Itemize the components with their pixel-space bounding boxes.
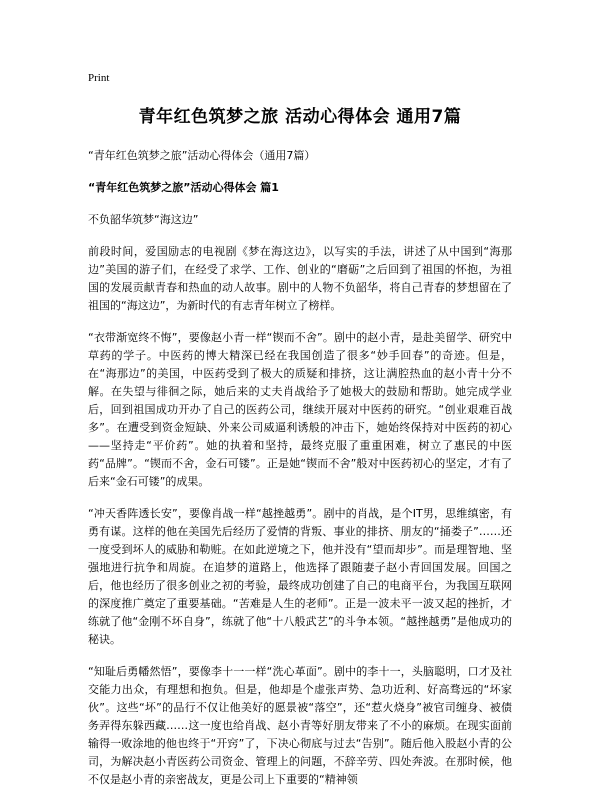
page-title: 青年红色筑梦之旅 活动心得体会 通用7篇 xyxy=(138,107,462,127)
paragraph-3: “冲天香阵透长安”，要像肖战一样“越挫越勇”。剧中的肖战，是个IT男，思维缜密，有勇有谋。这样的他在美国先后经历了爱情的背叛、事业的排挤、朋友的“捅娄子”……还一度受到坏人的威胁和勒赃。在如此逆境之下，他并没有“望而却步”。而是理智地、坚强地进行抗争和周旋。在追梦的道路上，他选择了跟随妻子赵小青回国发展。回国之后，他也经历了很多创业之初的考验，最终成功创建了自己的电商平台，为我国互联网的深度推广奠定了重要基础。“苦难是人生的老师”。正是一波未平一波又起的挫折，才练就了他“金刚不坏自身”，练就了他“十八般武艺”的斗争本领。“越挫越勇”是他成功的秘诀。 xyxy=(88,507,512,646)
section-heading: “青年红色筑梦之旅”活动心得体会 篇1 xyxy=(88,181,279,194)
paragraph-2: “衣带渐宽终不悔”，要像赵小青一样“锲而不舍”。剧中的赵小青，是赴美留学、研究中草药的学子。中医药的博大精深已经在我国创造了很多“妙手回春”的奇迹。但是，在“海那边”的美国，中医药受到了极大的质疑和排挤，这让满腔热血的赵小青十分不解。在失望与徘徊之际，她后来的丈夫肖战给予了她极大的鼓励和帮助。她完成学业后，回到祖国成功开办了自己的医药公司，继续开展对中医药的研究。“创业艰难百战多”。在遭受到资金短缺、外来公司威逼利诱般的冲击下，她始终保持对中医药的初心——坚持走“平价药”。她的执着和坚持，最终克服了重重困难，树立了惠民的中医药“品牌”。“锲而不舍，金石可镂”。正是她“锲而不舍”般对中医药初心的坚定，才有了后来“金石可镂”的成果。 xyxy=(88,331,512,488)
print-link[interactable]: Print xyxy=(88,72,110,84)
paragraph-1: 前段时间，爱国励志的电视剧《梦在海这边》，以写实的手法，讲述了从中国到“海那边”美国的游子们，在经受了求学、工作、创业的“磨砺”之后回到了祖国的怀抱，为祖国的发展贡献青春和热血的动人故事。剧中的人物不负韶华，将自己青春的梦想留在了祖国的“海这边”，为新时代的有志青年树立了榜样。 xyxy=(88,245,512,312)
article-subheading: 不负韶华筑梦“海这边” xyxy=(88,213,199,226)
paragraph-4: “知耻后勇幡然悟”，要像李十一一样“洗心革面”。剧中的李十一，头脑聪明，口才及社交能力出众，有理想和抱负。但是，他却是个虚张声势、急功近利、好高骛远的“坏家伙”。这些“坏”的品行不仅让他美好的愿景被“落空”，还“惹火烧身”被官司缠身、被债务弄得东躲西藏……这一度也给肖战、赵小青等好朋友带来了不小的麻烦。在现实面前输得一败涂地的他也终于“开窍”了，下决心彻底与过去“告别”。随后他入股赵小青的公司，为解决赵小青医药公司资金、管理上的问题，不辞辛劳、四处奔波。在那时候，他不仅是赵小青的亲密战友，更是公司上下重要的“精神领 xyxy=(88,665,512,786)
document-subtitle: “青年红色筑梦之旅”活动心得体会（通用7篇） xyxy=(88,149,316,162)
